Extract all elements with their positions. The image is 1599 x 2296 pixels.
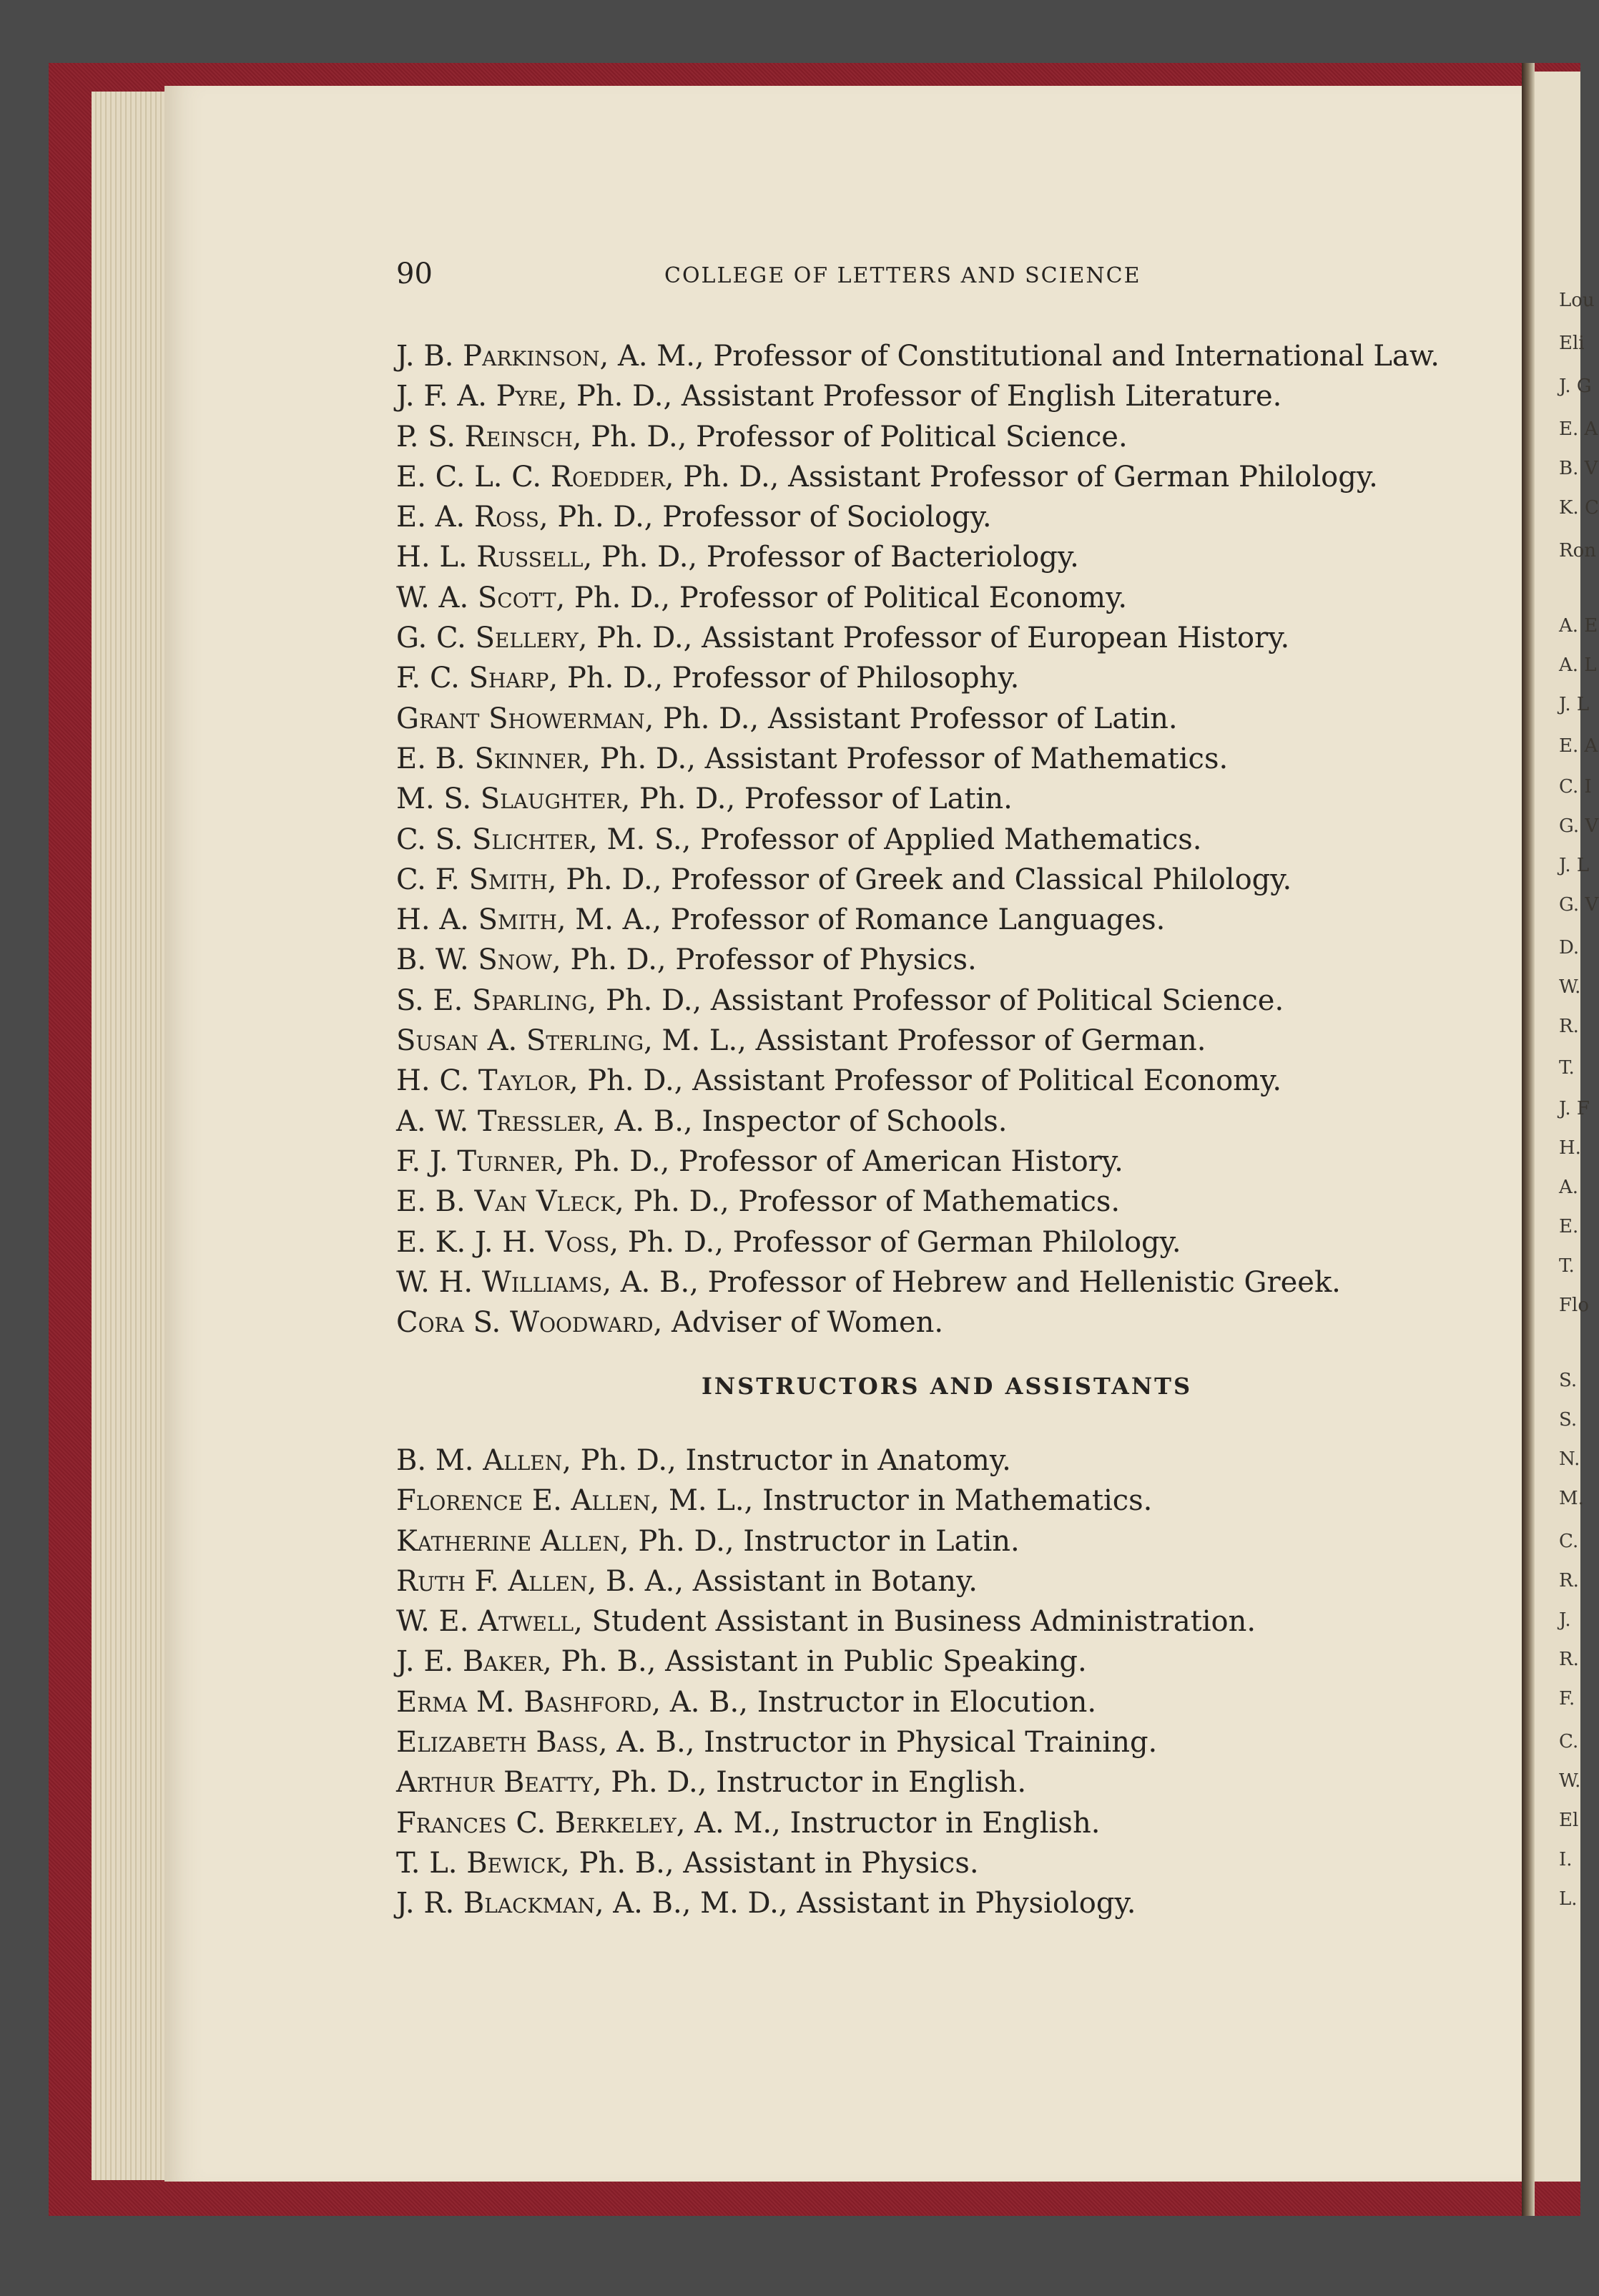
entry-details: , Ph. D., Professor of Sociology.	[538, 501, 992, 534]
entry-details: , Student Assistant in Business Administration.	[574, 1605, 1256, 1639]
directory-entry	[396, 658, 1447, 698]
entry-details: , Ph. D., Instructor in Anatomy.	[562, 1444, 1011, 1477]
entry-name: W. E. Atwell	[396, 1605, 574, 1639]
facing-page-fragment: W.	[1559, 1770, 1581, 1792]
facing-page-fragment: W.	[1559, 976, 1581, 998]
facing-page-fragment: E. A	[1559, 418, 1598, 440]
facing-page-fragment: R.	[1559, 1570, 1579, 1591]
facing-page-fragment: E.	[1559, 1216, 1579, 1237]
facing-page-fragment: J. G	[1559, 376, 1592, 397]
entry-details: , Ph. D., Assistant Professor of European History.	[578, 622, 1290, 655]
facing-page-fragment: J. L	[1559, 855, 1590, 876]
entry-name: F. J. Turner	[396, 1144, 556, 1178]
entry-details: , Ph. D., Professor of Political Science.	[572, 420, 1128, 453]
facing-page-fragment: D.	[1559, 937, 1580, 958]
facing-page-fragment: C.	[1559, 1731, 1579, 1752]
facing-page-fragment: J.	[1559, 1609, 1571, 1631]
facing-page-fragment: S.	[1559, 1370, 1578, 1391]
entry-details: , Ph. D., Professor of American History.	[555, 1144, 1123, 1178]
facing-page-fragment: Ron	[1559, 540, 1596, 561]
entry-details: , Ph. B., Assistant in Physics.	[561, 1846, 979, 1880]
facing-page-fragment: El	[1559, 1810, 1579, 1831]
entry-details: , Ph. D., Assistant Professor of Mathematics.	[581, 742, 1229, 775]
entry-name: W. H. Williams	[396, 1265, 603, 1299]
facing-page-fragment: C.	[1559, 1531, 1579, 1552]
directory-entry	[396, 940, 1447, 980]
entry-details: , Ph. D., Professor of Political Economy.	[556, 581, 1128, 614]
entry-name: Frances C. Berkeley	[396, 1806, 676, 1840]
directory-entry	[396, 1883, 1447, 1923]
facing-page-fragment: Eli	[1559, 333, 1585, 354]
entry-name: G. C. Sellery	[396, 622, 579, 655]
facing-page-fragment: R.	[1559, 1649, 1579, 1670]
directory-entry	[396, 1441, 1447, 1481]
entry-details: , B. A., Assistant in Botany.	[587, 1564, 978, 1598]
facing-page-fragment: B. V	[1559, 458, 1598, 479]
entry-name: Grant Showerman	[396, 702, 645, 735]
facing-page-fragment: H.	[1559, 1137, 1581, 1159]
directory-entry	[396, 1601, 1447, 1642]
entry-details: , Ph. B., Assistant in Public Speaking.	[543, 1645, 1087, 1679]
entry-details: , M. L., Assistant Professor of German.	[644, 1024, 1206, 1058]
directory-entry	[396, 699, 1447, 739]
directory-entry	[396, 1561, 1447, 1601]
directory-entry	[396, 1642, 1447, 1682]
directory-entry	[396, 417, 1447, 457]
entry-name: M. S. Slaughter	[396, 782, 621, 816]
entry-details: , Ph. D., Instructor in Latin.	[619, 1524, 1020, 1558]
directory-entry	[396, 981, 1447, 1021]
entry-name: C. S. Slichter	[396, 823, 589, 856]
entry-name: E. A. Ross	[396, 501, 539, 534]
facing-page-fragment: I.	[1559, 1849, 1573, 1870]
faculty-list	[396, 336, 1447, 1343]
directory-entry	[396, 1021, 1447, 1061]
entry-name: Cora S. Woodward	[396, 1306, 654, 1340]
directory-entry	[396, 1222, 1447, 1262]
directory-entry	[396, 1182, 1447, 1222]
directory-entry	[396, 1722, 1447, 1762]
directory-entry	[396, 739, 1447, 779]
entry-details: , Ph. D., Professor of Mathematics.	[615, 1185, 1121, 1219]
directory-entry	[396, 497, 1447, 537]
entry-details: , Ph. D., Assistant Professor of German Philology.	[664, 460, 1378, 494]
entry-name: S. E. Sparling	[396, 983, 588, 1017]
entry-details: , M. L., Instructor in Mathematics.	[650, 1484, 1153, 1518]
entry-details: , A. B., Instructor in Physical Training.	[598, 1726, 1158, 1760]
entry-name: F. C. Sharp	[396, 662, 549, 695]
entry-name: H. C. Taylor	[396, 1064, 569, 1098]
facing-page-fragment: Flo	[1559, 1295, 1590, 1316]
entry-name: Ruth F. Allen	[396, 1564, 588, 1598]
directory-entry	[396, 1481, 1447, 1521]
directory-entry	[396, 900, 1447, 940]
directory-entry	[396, 1102, 1447, 1142]
entry-details: , Ph. D., Assistant Professor of Political Economy.	[569, 1064, 1282, 1098]
entry-name: B. M. Allen	[396, 1444, 563, 1477]
entry-details: , A. B., M. D., Assistant in Physiology.	[594, 1887, 1136, 1920]
entry-name: J. B. Parkinson	[396, 340, 600, 373]
entry-name: J. E. Baker	[396, 1645, 543, 1679]
entry-details: , A. B., Professor of Hebrew and Hellenistic Greek.	[602, 1265, 1341, 1299]
entry-name: J. R. Blackman	[396, 1887, 595, 1920]
running-head: COLLEGE OF LETTERS AND SCIENCE	[664, 263, 1141, 288]
book-gutter	[1522, 63, 1535, 2216]
entry-details: , Ph. D., Professor of German Philology.	[609, 1225, 1181, 1259]
facing-page-fragment: J. F	[1559, 1098, 1590, 1119]
entry-details: , A. B., Instructor in Elocution.	[651, 1685, 1097, 1719]
entry-details: , M. A., Professor of Romance Languages.	[556, 903, 1166, 937]
entry-name: J. F. A. Pyre	[396, 380, 559, 413]
directory-entry	[396, 860, 1447, 900]
facing-page-fragment: K. C	[1559, 497, 1599, 519]
instructor-list	[396, 1441, 1447, 1924]
entry-name: E. C. L. C. Roedder	[396, 460, 665, 494]
entry-name: Elizabeth Bass	[396, 1726, 599, 1760]
entry-name: P. S. Reinsch	[396, 420, 573, 453]
directory-entry	[396, 376, 1447, 416]
directory-entry	[396, 1302, 1447, 1343]
directory-entry	[396, 1142, 1447, 1182]
entry-name: E. B. Skinner	[396, 742, 582, 775]
entry-name: C. F. Smith	[396, 863, 548, 896]
entry-details: , A. M., Instructor in English.	[676, 1806, 1101, 1840]
entry-name: T. L. Bewick	[396, 1846, 561, 1880]
entry-details: , Ph. D., Professor of Physics.	[552, 943, 977, 977]
facing-page-edge	[1535, 72, 1599, 2182]
facing-page-fragment: M.	[1559, 1488, 1584, 1509]
facing-page-fragment: S.	[1559, 1409, 1578, 1431]
entry-details: , Ph. D., Professor of Bacteriology.	[583, 541, 1079, 574]
page-header	[396, 257, 1447, 298]
entry-details: , M. S., Professor of Applied Mathematics.	[589, 823, 1202, 856]
entry-details: , Ph. D., Assistant Professor of Political Science.	[587, 983, 1284, 1017]
entry-details: , Ph. D., Professor of Latin.	[621, 782, 1013, 816]
facing-page-fragment: J. L	[1559, 694, 1590, 715]
facing-page-fragment: R.	[1559, 1016, 1579, 1037]
facing-page-fragment: G. V	[1559, 815, 1599, 837]
directory-entry	[396, 1843, 1447, 1883]
facing-page-fragment: G. V	[1559, 894, 1599, 916]
facing-page-fragment: C. I	[1559, 776, 1592, 798]
directory-entry	[396, 1262, 1447, 1302]
directory-entry	[396, 618, 1447, 658]
page-number: 90	[396, 257, 433, 290]
facing-page-fragment: Lou	[1559, 290, 1595, 311]
facing-page-fragment: T.	[1559, 1057, 1575, 1079]
entry-details: , Ph. D., Assistant Professor of English Literature.	[558, 380, 1282, 413]
section-block	[396, 1366, 1447, 1406]
directory-entry	[396, 457, 1447, 497]
facing-page-fragment: F.	[1559, 1688, 1575, 1709]
facing-page-fragment: E. A	[1559, 735, 1598, 757]
directory-entry	[396, 820, 1447, 860]
entry-name: B. W. Snow	[396, 943, 553, 977]
facing-page-fragment: A. E	[1559, 615, 1598, 637]
entry-name: Susan A. Sterling	[396, 1024, 644, 1058]
directory-entry	[396, 1521, 1447, 1561]
entry-name: A. W. Tressler	[396, 1104, 597, 1138]
section-title: INSTRUCTORS AND ASSISTANTS	[701, 1373, 1193, 1400]
directory-entry	[396, 779, 1447, 819]
entry-name: Arthur Beatty	[396, 1766, 593, 1800]
directory-entry	[396, 1061, 1447, 1101]
entry-name: Florence E. Allen	[396, 1484, 651, 1518]
entry-details: , Adviser of Women.	[653, 1306, 944, 1340]
entry-details: , Ph. D., Assistant Professor of Latin.	[644, 702, 1178, 735]
entry-name: E. K. J. H. Voss	[396, 1225, 610, 1259]
facing-page-fragment: N.	[1559, 1448, 1580, 1470]
entry-name: W. A. Scott	[396, 581, 556, 614]
entry-details: , A. B., Inspector of Schools.	[596, 1104, 1008, 1138]
entry-details: , Ph. D., Professor of Philosophy.	[548, 662, 1020, 695]
facing-page-fragment: A.	[1559, 1177, 1579, 1198]
entry-name: Erma M. Bashford	[396, 1685, 652, 1719]
entry-name: H. A. Smith	[396, 903, 557, 937]
entry-name: Katherine Allen	[396, 1524, 620, 1558]
directory-entry	[396, 1682, 1447, 1722]
facing-page-fragment: L.	[1559, 1888, 1578, 1910]
entry-name: E. B. Van Vleck	[396, 1185, 616, 1219]
entry-details: , Ph. D., Instructor in English.	[592, 1766, 1027, 1800]
entry-details: , A. M., Professor of Constitutional and International Law.	[599, 340, 1440, 373]
directory-entry	[396, 537, 1447, 577]
directory-entry	[396, 1762, 1447, 1802]
facing-page-fragment: T.	[1559, 1255, 1575, 1277]
directory-entry	[396, 1803, 1447, 1843]
directory-entry	[396, 578, 1447, 618]
facing-page-fragment: A. L	[1559, 654, 1597, 676]
entry-details: , Ph. D., Professor of Greek and Classical Philology.	[547, 863, 1292, 896]
directory-entry	[396, 336, 1447, 376]
entry-name: H. L. Russell	[396, 541, 584, 574]
